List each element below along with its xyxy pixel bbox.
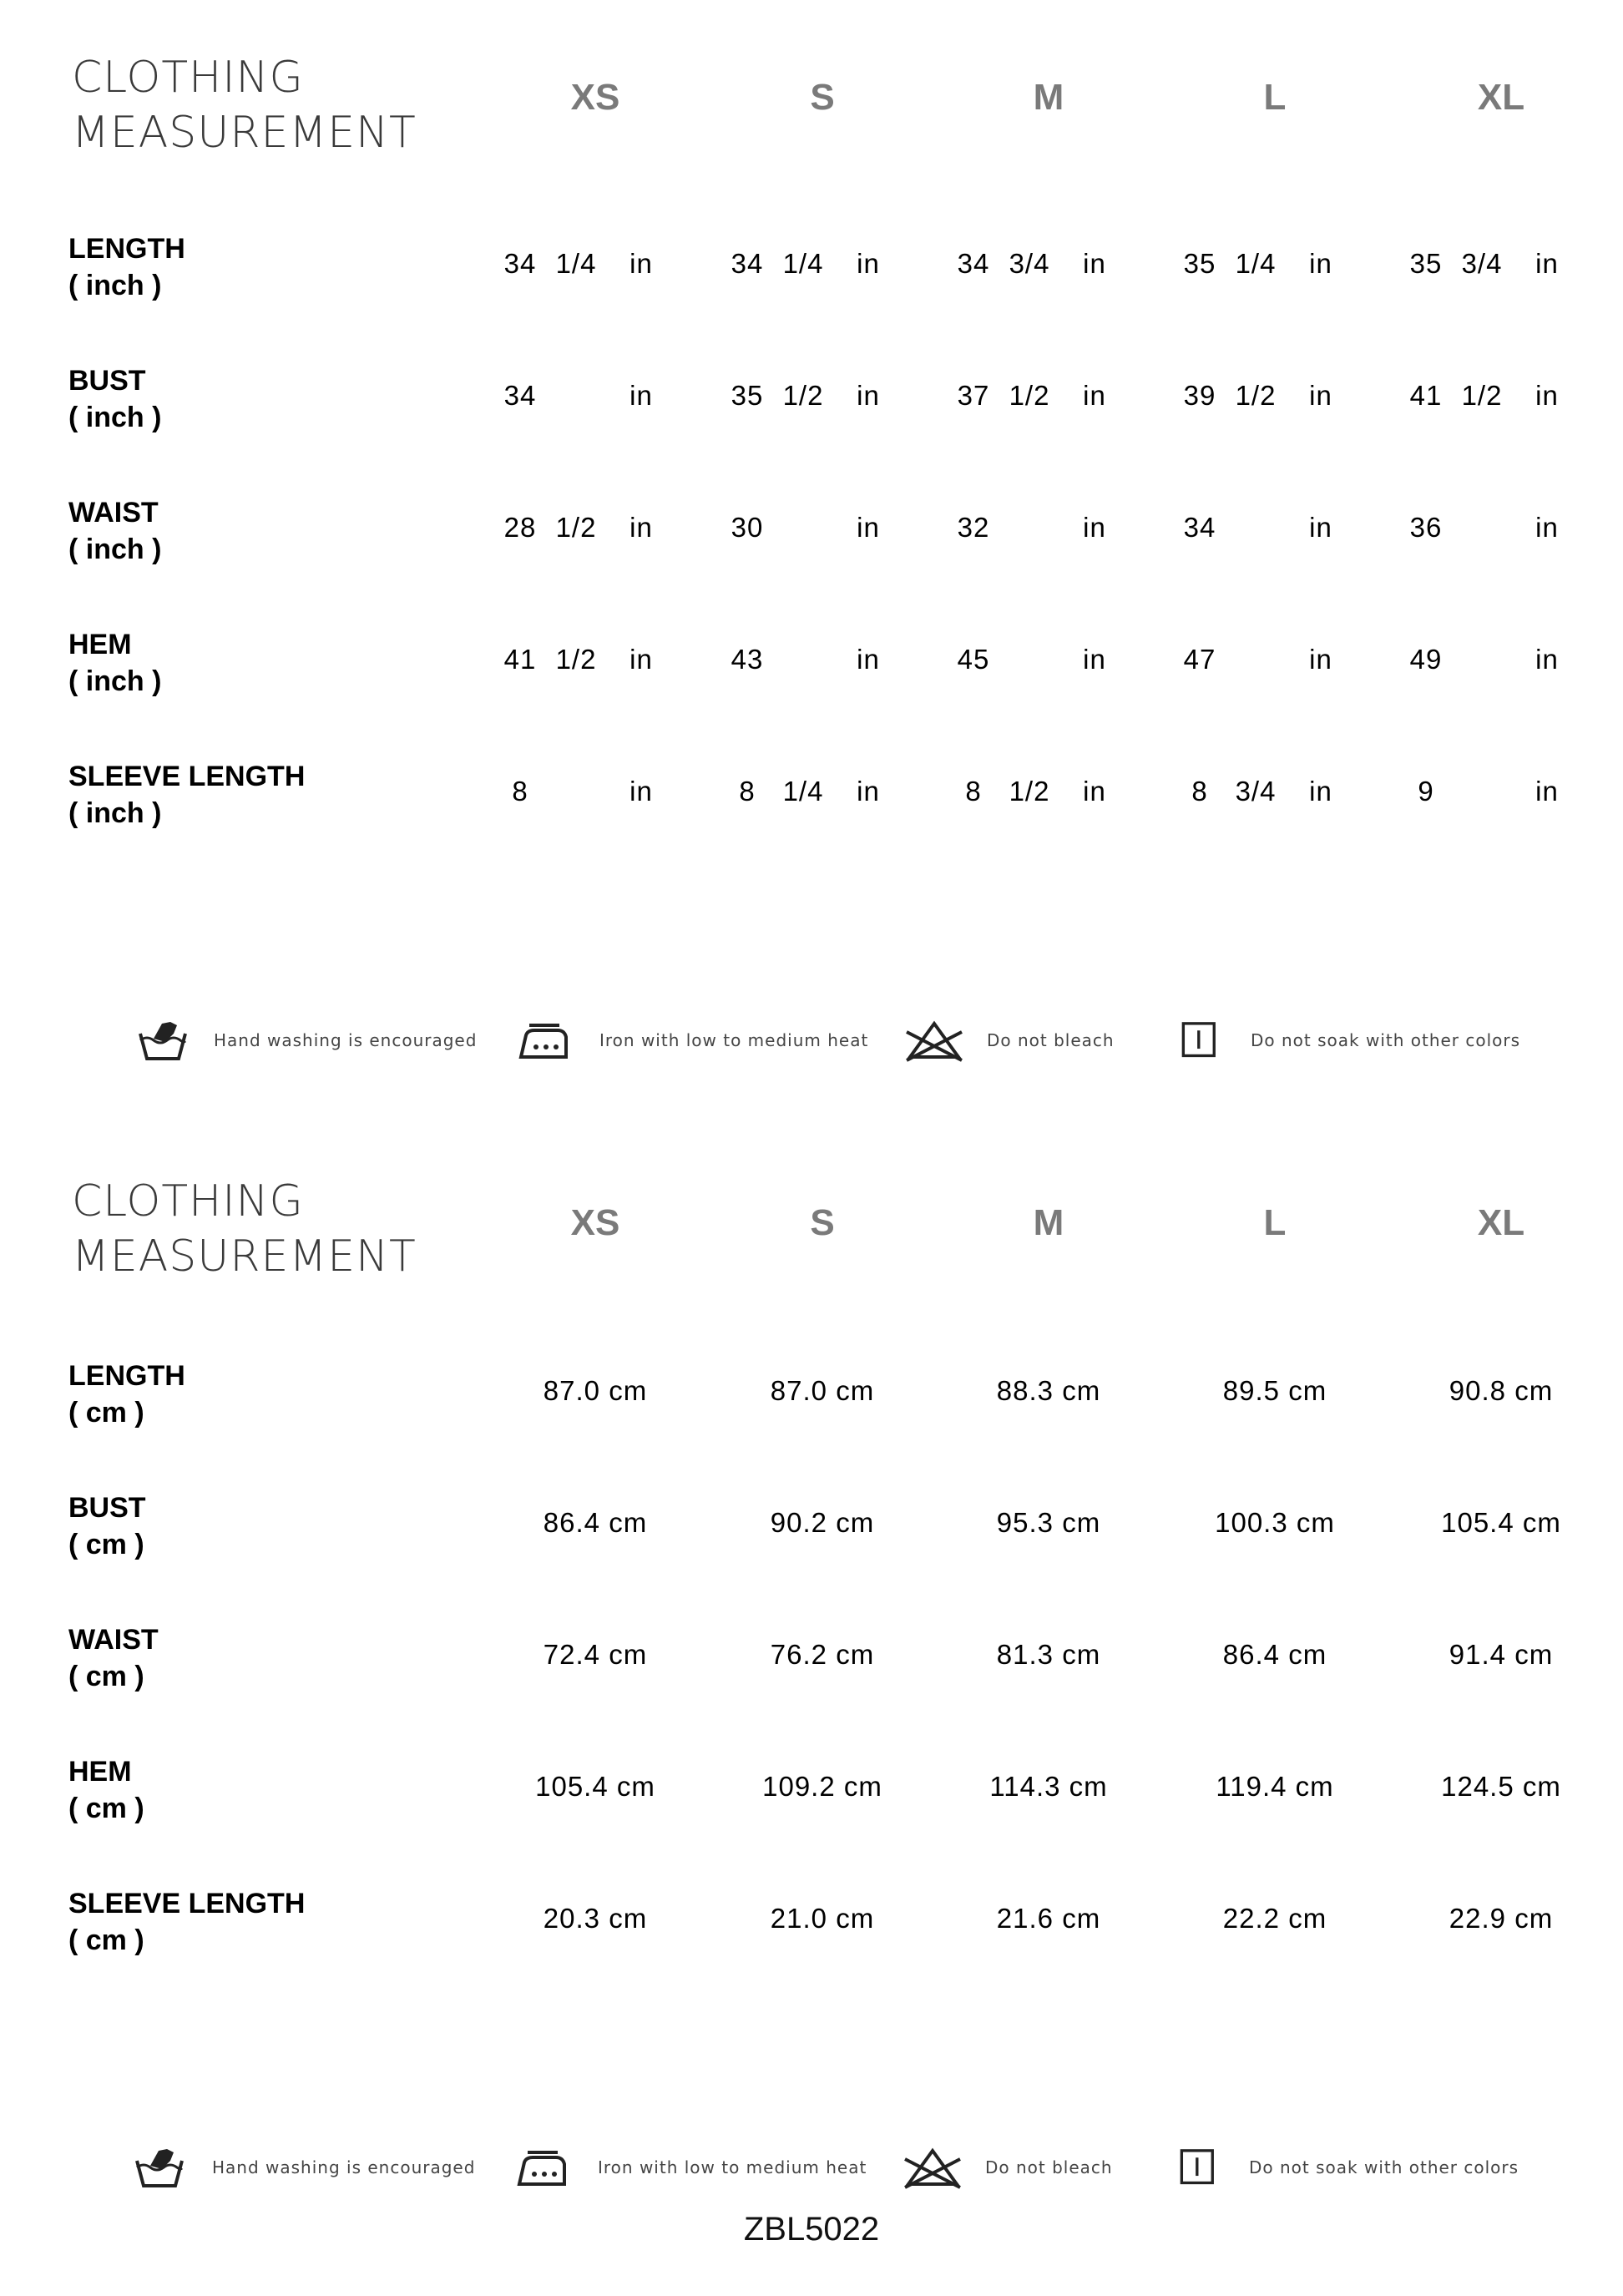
title-line-2: MEASUREMENT xyxy=(72,108,417,158)
cell-unit: in xyxy=(857,248,880,279)
cell-fraction: 1/2 xyxy=(555,512,597,543)
cell-fraction: 1/2 xyxy=(555,644,597,675)
section-title xyxy=(72,50,417,160)
cell-unit: in xyxy=(629,380,653,411)
cell-unit: in xyxy=(1309,380,1332,411)
cm-cell: 22.9 cm xyxy=(1449,1903,1554,1934)
section-title xyxy=(72,1174,417,1284)
inch-cell xyxy=(1175,773,1375,810)
cell-fraction: 3/4 xyxy=(1235,776,1277,807)
cm-cell: 105.4 cm xyxy=(535,1771,655,1802)
inch-cell xyxy=(1401,245,1601,282)
cell-unit: in xyxy=(1083,248,1106,279)
cell-unit: in xyxy=(1083,380,1106,411)
size-header-xl: XL xyxy=(1477,77,1525,118)
cell-whole: 35 xyxy=(1409,248,1443,279)
row-unit: ( inch ) xyxy=(68,402,162,433)
size-header-l: L xyxy=(1263,77,1287,118)
inch-cell xyxy=(722,641,923,678)
cell-whole: 8 xyxy=(1191,776,1208,807)
inch-cell xyxy=(1175,509,1375,546)
size-header-m: M xyxy=(1033,77,1064,118)
row-name: LENGTH xyxy=(68,233,185,265)
cell-whole: 35 xyxy=(731,380,764,411)
size-header-xl: XL xyxy=(1477,1202,1525,1243)
size-header-m: M xyxy=(1033,1202,1064,1243)
row-unit: ( cm ) xyxy=(68,1924,144,1956)
cell-unit: in xyxy=(1309,512,1332,543)
row-name: WAIST xyxy=(68,497,159,528)
row-label-length xyxy=(68,230,185,304)
inch-cell xyxy=(722,509,923,546)
cell-unit: in xyxy=(857,380,880,411)
cell-whole: 41 xyxy=(503,644,537,675)
cell-unit: in xyxy=(1535,512,1559,543)
hand-wash-icon xyxy=(137,1019,189,1062)
inch-cell xyxy=(1401,773,1601,810)
product-code: ZBL5022 xyxy=(743,2211,880,2248)
cell-unit: in xyxy=(1535,380,1559,411)
inch-cell xyxy=(1401,377,1601,414)
cell-fraction: 1/4 xyxy=(555,248,597,279)
cm-cell: 100.3 cm xyxy=(1215,1507,1335,1538)
row-name: HEM xyxy=(68,1756,132,1788)
row-unit: ( cm ) xyxy=(68,1661,144,1692)
inch-cell xyxy=(1401,641,1601,678)
size-header-xs: XS xyxy=(570,77,620,118)
title-line-1: CLOTHING xyxy=(72,1176,304,1226)
cell-unit: in xyxy=(629,776,653,807)
cell-fraction: 1/2 xyxy=(782,380,824,411)
row-unit: ( inch ) xyxy=(68,534,162,565)
cell-fraction: 1/2 xyxy=(1009,380,1050,411)
cm-cell: 22.2 cm xyxy=(1222,1903,1327,1934)
cell-unit: in xyxy=(857,512,880,543)
row-label-hem xyxy=(68,1753,144,1827)
cell-fraction: 1/2 xyxy=(1235,380,1277,411)
row-name: HEM xyxy=(68,629,132,660)
inch-cell xyxy=(948,377,1149,414)
row-label-waist xyxy=(68,1621,159,1695)
inch-cell xyxy=(722,245,923,282)
cell-fraction: 1/2 xyxy=(1009,776,1050,807)
cell-whole: 8 xyxy=(739,776,756,807)
row-label-sleeve-length xyxy=(68,1885,305,1959)
row-unit: ( inch ) xyxy=(68,270,162,301)
cell-whole: 36 xyxy=(1409,512,1443,543)
cell-unit: in xyxy=(1083,776,1106,807)
cell-whole: 39 xyxy=(1183,380,1216,411)
cm-cell: 119.4 cm xyxy=(1216,1771,1334,1802)
cm-cell: 72.4 cm xyxy=(543,1639,648,1670)
cell-whole: 34 xyxy=(957,248,990,279)
cm-cell: 90.8 cm xyxy=(1449,1375,1554,1406)
cm-cell: 87.0 cm xyxy=(770,1375,875,1406)
row-name: WAIST xyxy=(68,1624,159,1656)
care-instructions xyxy=(0,1012,1623,1070)
inch-cell xyxy=(1401,509,1601,546)
row-unit: ( inch ) xyxy=(68,797,162,829)
row-name: BUST xyxy=(68,365,146,397)
cell-whole: 30 xyxy=(731,512,764,543)
cell-fraction: 1/4 xyxy=(782,776,824,807)
inch-cell xyxy=(722,377,923,414)
size-header-s: S xyxy=(810,77,835,118)
size-header-xs: XS xyxy=(570,1202,620,1243)
inch-cell xyxy=(948,641,1149,678)
cm-cell: 95.3 cm xyxy=(996,1507,1101,1538)
row-label-sleeve-length xyxy=(68,758,305,832)
title-line-1: CLOTHING xyxy=(72,53,304,103)
cm-cell: 86.4 cm xyxy=(1222,1639,1327,1670)
cell-unit: in xyxy=(1535,644,1559,675)
care-label: Do not soak with other colors xyxy=(1249,2157,1519,2177)
cell-unit: in xyxy=(629,644,653,675)
inch-cell xyxy=(1175,245,1375,282)
care-label: Iron with low to medium heat xyxy=(598,2157,867,2177)
cm-cell: 87.0 cm xyxy=(543,1375,648,1406)
iron-icon xyxy=(516,2146,568,2189)
cell-whole: 8 xyxy=(512,776,528,807)
row-unit: ( cm ) xyxy=(68,1529,144,1560)
cell-whole: 49 xyxy=(1409,644,1443,675)
cell-whole: 47 xyxy=(1183,644,1216,675)
cell-unit: in xyxy=(1535,776,1559,807)
inch-cell xyxy=(948,509,1149,546)
inch-cell xyxy=(1175,641,1375,678)
inch-cell xyxy=(495,773,695,810)
no-soak-icon xyxy=(1179,2146,1222,2189)
inch-cell xyxy=(495,377,695,414)
cm-cell: 81.3 cm xyxy=(996,1639,1101,1670)
cm-cell: 89.5 cm xyxy=(1222,1375,1327,1406)
cell-whole: 34 xyxy=(503,380,537,411)
row-label-bust xyxy=(68,1489,146,1563)
cm-cell: 114.3 cm xyxy=(989,1771,1108,1802)
cell-whole: 37 xyxy=(957,380,990,411)
inch-cell xyxy=(495,641,695,678)
cm-cell: 90.2 cm xyxy=(770,1507,875,1538)
cm-cell: 105.4 cm xyxy=(1441,1507,1561,1538)
cell-unit: in xyxy=(857,644,880,675)
size-header-s: S xyxy=(810,1202,835,1243)
hand-wash-icon xyxy=(134,2146,185,2189)
cell-fraction: 3/4 xyxy=(1461,248,1503,279)
cell-unit: in xyxy=(1535,248,1559,279)
row-name: SLEEVE LENGTH xyxy=(68,1888,306,1919)
inch-cell xyxy=(495,245,695,282)
cell-unit: in xyxy=(1083,644,1106,675)
cell-unit: in xyxy=(1309,776,1332,807)
cell-unit: in xyxy=(1309,248,1332,279)
row-label-waist xyxy=(68,494,161,568)
cell-unit: in xyxy=(629,248,653,279)
title-line-2: MEASUREMENT xyxy=(72,1231,417,1282)
cell-whole: 8 xyxy=(965,776,982,807)
cell-fraction: 1/2 xyxy=(1461,380,1503,411)
row-label-hem xyxy=(68,626,161,700)
inch-cell xyxy=(495,509,695,546)
cell-whole: 34 xyxy=(503,248,537,279)
cell-whole: 34 xyxy=(1183,512,1216,543)
cell-fraction: 3/4 xyxy=(1009,248,1050,279)
no-bleach-icon xyxy=(905,1019,963,1062)
cell-unit: in xyxy=(629,512,653,543)
care-label: Hand washing is encouraged xyxy=(212,2157,476,2177)
row-unit: ( cm ) xyxy=(68,1793,144,1824)
cm-cell: 91.4 cm xyxy=(1449,1639,1554,1670)
care-label: Hand washing is encouraged xyxy=(214,1030,478,1050)
cell-unit: in xyxy=(1309,644,1332,675)
care-label: Do not bleach xyxy=(987,1030,1115,1050)
cm-cell: 109.2 cm xyxy=(762,1771,882,1802)
cell-whole: 43 xyxy=(731,644,764,675)
cell-whole: 34 xyxy=(731,248,764,279)
cm-cell: 76.2 cm xyxy=(770,1639,875,1670)
row-name: BUST xyxy=(68,1492,146,1524)
no-soak-icon xyxy=(1181,1019,1224,1062)
row-unit: ( inch ) xyxy=(68,665,162,697)
care-label: Do not soak with other colors xyxy=(1251,1030,1521,1050)
cm-cell: 88.3 cm xyxy=(996,1375,1101,1406)
cell-whole: 32 xyxy=(957,512,990,543)
cell-whole: 28 xyxy=(503,512,537,543)
cm-cell: 21.0 cm xyxy=(770,1903,875,1934)
inch-cell xyxy=(948,245,1149,282)
cm-cell: 21.6 cm xyxy=(996,1903,1101,1934)
cell-unit: in xyxy=(1083,512,1106,543)
care-label: Do not bleach xyxy=(985,2157,1113,2177)
row-name: LENGTH xyxy=(68,1360,185,1392)
cell-fraction: 1/4 xyxy=(1235,248,1277,279)
cell-whole: 35 xyxy=(1183,248,1216,279)
row-label-length xyxy=(68,1358,185,1431)
row-name: SLEEVE LENGTH xyxy=(68,761,306,792)
inch-cell xyxy=(948,773,1149,810)
cell-whole: 41 xyxy=(1409,380,1443,411)
inch-cell xyxy=(1175,377,1375,414)
cell-whole: 9 xyxy=(1418,776,1434,807)
cell-fraction: 1/4 xyxy=(782,248,824,279)
cell-whole: 45 xyxy=(957,644,990,675)
cm-cell: 86.4 cm xyxy=(543,1507,648,1538)
inch-cell xyxy=(722,773,923,810)
cell-unit: in xyxy=(857,776,880,807)
size-header-l: L xyxy=(1263,1202,1287,1243)
iron-icon xyxy=(518,1019,569,1062)
care-label: Iron with low to medium heat xyxy=(599,1030,869,1050)
cm-cell: 20.3 cm xyxy=(543,1903,648,1934)
care-instructions xyxy=(0,2139,1623,2197)
row-label-bust xyxy=(68,362,161,436)
cm-cell: 124.5 cm xyxy=(1441,1771,1561,1802)
row-unit: ( cm ) xyxy=(68,1397,144,1429)
no-bleach-icon xyxy=(903,2146,962,2189)
